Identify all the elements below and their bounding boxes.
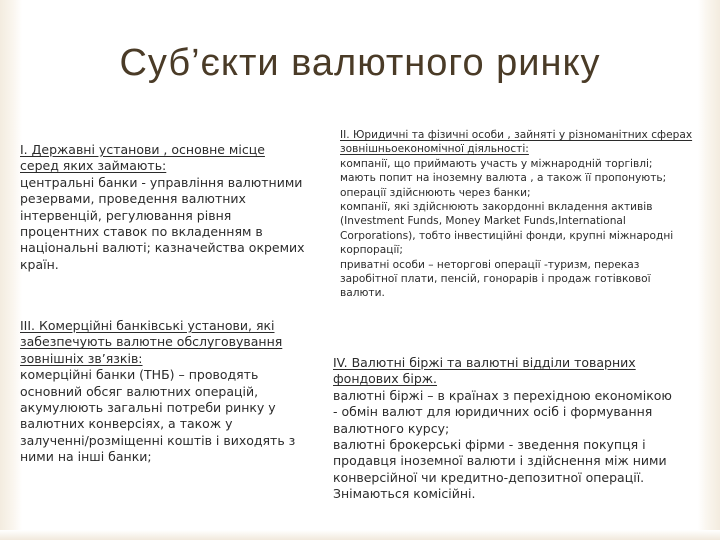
block-currency-exchanges — [333, 355, 678, 503]
block-text: компанії, що приймають участь у міжнародній торгівлі; мають попит на іноземну валюта , а також її пропонують; операції здійснюють через банки; компанії, які здійснюють закордонні вкладення активів (Investment Funds, Money Market Funds,International Corporations), тобто інвестиційні фонди, крупні міжнародні корпорації; приватні особи – неторгові операції -туризм, переказ заробітної плати, пенсій, гонорарів і продаж готівкової валюти. — [340, 157, 674, 300]
slide-title: Суб’єкти валютного ринку — [119, 42, 601, 84]
block-heading: I. Державні установи , основне місце серед яких займають: — [20, 142, 265, 174]
block-text: центральні банки - управління валютними резервами, проведення валютних інтервенцій, регулювання рівня процентних ставок по вкладенням в національні валюті; казначейства окремих країн. — [20, 174, 305, 272]
bottom-border-decoration — [0, 530, 720, 540]
block-heading: III. Комерційні банківські установи, які забезпечують валютне обслуговування зовнішніх зв’язків: — [20, 318, 283, 366]
block-text: валютні біржі – в країнах з перехідною економікою - обмін валют для юридичних осіб і формування валютного курсу; валютні брокерські фірми - зведення покупця і продавця іноземної валюти і здійснення між ними конверсійної чи кредитно-депозитної операції. Знімаються комісійні. — [333, 387, 672, 502]
block-legal-and-natural-persons — [340, 128, 696, 301]
block-commercial-banks — [20, 318, 305, 466]
block-heading: II. Юридичні та фізичні особи , зайняті у різноманітних сферах зовнішньоекономічної діяльності: — [340, 129, 693, 156]
block-state-institutions — [20, 142, 305, 273]
block-heading: IV. Валютні біржі та валютні відділи товарних фондових бірж. — [333, 355, 636, 387]
block-text: комерційні банки (ТНБ) – проводять основний обсяг валютних операцій, акумулюють загальні потреби ринку у валютних конверсіях, а також у залученні/розміщенні коштів і виходять з ними на інші банки; — [20, 367, 296, 465]
